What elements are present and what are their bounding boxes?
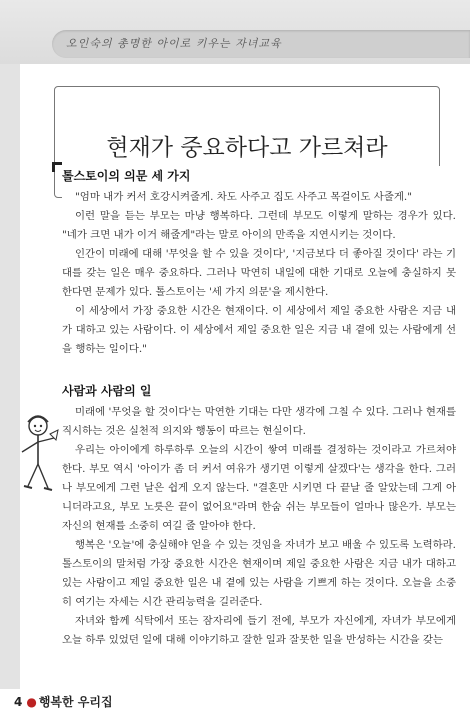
magazine-name: 행복한 우리집 [38,695,113,709]
paragraph: 인간이 미래에 대해 '무엇을 할 수 있을 것이다', '지금보다 더 좋아질 것이다' 라는 기대를 갖는 일은 매우 중요하다. 그러나 막연히 내일에 대한 기대로 오늘에 충실하지 못한다면 문제가 있다. 톨스토이는 '세 가지 의문'을 제시한다. [62,248,456,298]
paragraph: "엄마 내가 커서 호강시켜줄게. 차도 사주고 집도 사주고 목걸이도 사줄게." [75,191,412,203]
page-title: 현재가 중요하다고 가르쳐라 [106,135,388,161]
running-header-title: 오인숙의 총명한 아이로 키우는 자녀교육 [66,37,282,50]
section-heading: 사람과 사람의 일 [62,384,152,398]
doodle-illustration-icon [14,408,62,498]
running-header-band [0,0,470,64]
paragraph: 이 세상에서 가장 중요한 시간은 현재이다. 이 세상에서 제일 중요한 사람은 지금 내가 대하고 있는 사람이다. 이 세상에서 제일 중요한 일은 지금 내 곁에 있는 사람에게 선을 행하는 일이다." [62,305,456,355]
article-body [62,166,456,650]
paragraph: 자녀와 함께 식탁에서 또는 잠자리에 들기 전에, 부모가 자신에게, 자녀가 부모에게 오늘 하루 있었던 일에 대해 이야기하고 잘한 일과 잘못한 일을 반성하는 시간을 갖는 [62,615,456,646]
footer-label [14,693,113,710]
corner-bracket-icon [52,162,62,172]
left-margin-strip [0,64,20,689]
paragraph: 행복은 '오늘'에 충실해야 얻을 수 있는 것임을 자녀가 보고 배울 수 있도록 노력하라. 톨스토이의 말처럼 가장 중요한 시간은 현재이며 제일 중요한 사람은 지금 내가 대하고 있는 사람이고 제일 중요한 일은 내 곁에 있는 사람을 기쁘게 하는 것이다. 오늘을 소중히 여기는 자세는 시간 관리능력을 길러준다. [62,539,456,608]
paragraph: 우리는 아이에게 하루하루 오늘의 시간이 쌓여 미래를 결정하는 것이라고 가르쳐야 한다. 부모 역시 '아이가 좀 더 커서 여유가 생기면 이렇게 살겠다'는 생각을 한다. 그러나 부모에게 그런 날은 쉽게 오지 않는다. "결혼만 시키면 다 끝날 줄 알았는데 그게 아니더라고요, 부모 노릇은 끝이 없어요"라며 한숨 쉬는 부모들이 얼마나 많은가. 부모는 자신의 현재를 소중히 여길 줄 알아야 한다. [62,444,456,532]
bullet-icon: ● [26,695,37,709]
page-number: 4 [14,695,23,709]
paragraph: 이런 말을 듣는 부모는 마냥 행복하다. 그런데 부모도 이렇게 말하는 경우가 있다. "네가 크면 내가 이거 해줄게"라는 말로 아이의 만족을 지연시키는 것이다. [62,210,456,241]
page-footer [0,689,470,713]
running-header-pill [52,30,470,58]
paragraph: 미래에 '무엇을 할 것이다'는 막연한 기대는 다만 생각에 그칠 수 있다. 그러나 현재를 직시하는 것은 실천적 의지와 행동이 따르는 현실이다. [62,406,456,437]
section-heading: 톨스토이의 의문 세 가지 [62,166,456,186]
